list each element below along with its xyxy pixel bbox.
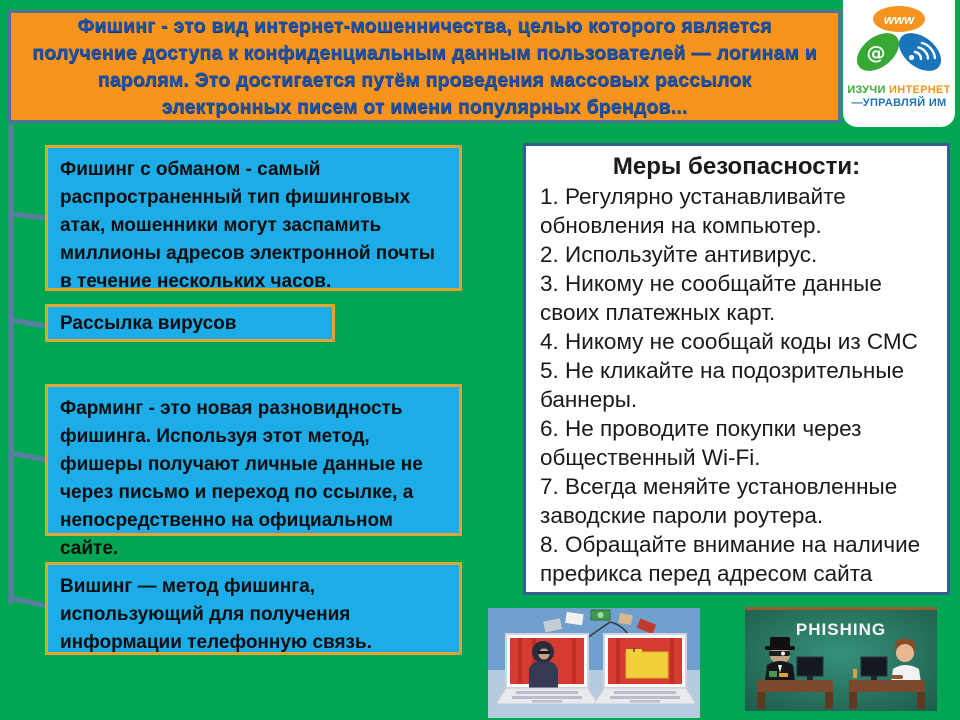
phishing-title-label: PHISHING — [795, 620, 887, 639]
hacker-laptops-illustration — [488, 608, 700, 718]
phishing-cartoon-illustration — [745, 607, 937, 711]
security-item: 8. Обращайте внимание на наличие префикса перед адресом сайта — [540, 532, 921, 586]
security-item: 7. Всегда меняйте установленные заводские пароли роутера. — [540, 474, 898, 528]
security-item: 3. Никому не сообщайте данные своих платежных карт. — [540, 271, 882, 325]
logo-panel — [843, 0, 955, 127]
security-measures-panel — [523, 143, 950, 595]
logo-at-symbol: @ — [866, 42, 886, 64]
logo-www-label: www — [883, 12, 915, 27]
vishing-box: Вишинг — метод фишинга, использующий для получения информации телефонную связь. — [45, 562, 462, 655]
logo-word-manage: —УПРАВЛЯЙ ИМ — [851, 97, 947, 109]
hacker-laptop-icon — [496, 634, 598, 704]
security-item: 4. Никому не сообщай коды из СМС — [540, 329, 918, 354]
izuchi-internet-logo-icon — [849, 4, 949, 84]
security-item: 5. Не кликайте на подозрительные баннеры. — [540, 358, 905, 412]
logo-word-learn: ИЗУЧИ — [847, 84, 886, 96]
phishing-deception-box: Фишинг с обманом - самый распространенный тип фишинговых атак, мошенники могут заспамить миллионы адресов электронной почты в течение нескольких часов. — [45, 145, 462, 291]
virus-mailing-box: Рассылка вирусов — [45, 304, 335, 342]
definition-text: Фишинг - это вид интернет-мошенничества, целью которого является получение доступа к конфиденциальным данным пользователей — логинам и паролям. Это достигается путём проведения массовых рассылок электронных писем от имени популярных брендов... — [32, 14, 817, 118]
security-item: 6. Не проводите покупки через общественный Wi-Fi. — [540, 416, 862, 470]
definition-banner — [8, 10, 841, 123]
security-item: 2. Используйте антивирус. — [540, 242, 818, 267]
pharming-box: Фарминг - это новая разновидность фишинга. Используя этот метод, фишеры получают личные данные не через письмо и переход по ссылке, а непосредственно на официальном сайте. — [45, 384, 462, 536]
security-item: 1. Регулярно устанавливайте обновления на компьютер. — [540, 184, 846, 238]
security-title: Меры безопасности: — [612, 153, 861, 180]
logo-word-internet: ИНТЕРНЕТ — [889, 84, 951, 96]
logo-slogan — [847, 84, 950, 110]
victim-laptop-icon — [594, 634, 696, 704]
